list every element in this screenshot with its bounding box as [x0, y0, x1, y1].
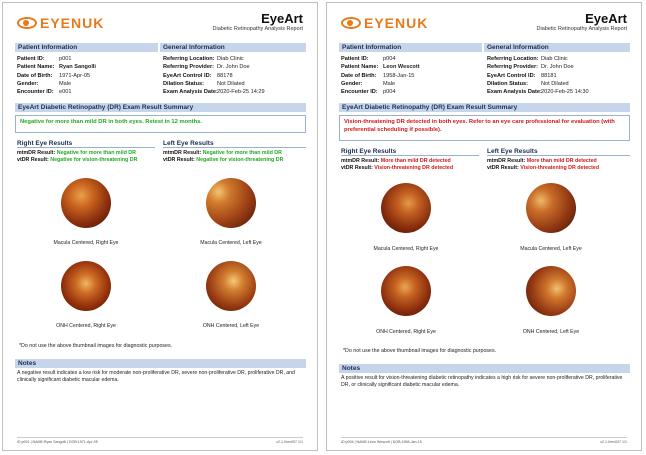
image-caption: ONH Centered, Left Eye: [522, 329, 580, 335]
field-label: EyeArt Control ID:: [163, 72, 212, 79]
field-label: EyeArt Control ID:: [487, 72, 536, 79]
notes-text: A negative result indicates a low risk for moderate non-proliferative DR, severe non-proliferative DR, proliferative DR, and clinically significant diabetic macular edema.: [17, 370, 295, 383]
field-label: Date of Birth:: [17, 72, 53, 79]
general-info-list: [487, 55, 589, 96]
summary-heading: EyeArt Diabetic Retinopathy (DR) Exam Result Summary: [339, 103, 630, 112]
referring-location: Diab Clinic: [541, 56, 568, 62]
footer-version-page: v2.1.0rev007 1/1: [276, 440, 303, 444]
image-caption: Macula Centered, Left Eye: [520, 246, 582, 252]
field-label: Exam Analysis Date:: [487, 89, 542, 96]
eyenuk-logo: [17, 15, 104, 31]
report-title: Diabetic Retinopathy Analysis Report: [212, 26, 303, 32]
footer-version-page: v2.1.0rev007 1/1: [600, 440, 627, 444]
field-label: Encounter ID:: [341, 89, 378, 96]
field-label: Gender:: [341, 80, 363, 87]
eye-icon: [17, 17, 37, 29]
patient-info-list: [341, 55, 420, 96]
referring-provider: Dr. John Doe: [541, 64, 574, 71]
report-page-1: [2, 2, 318, 451]
footer-patient-info: ID:p004 | NAME:Leon Wescott | DOB:1958-Jan-15: [341, 440, 422, 444]
left-eye-heading: Left Eye Results: [163, 140, 306, 148]
fundus-image-onh-right: [381, 266, 431, 316]
patient-info-list: [17, 55, 96, 96]
image-caption: Macula Centered, Right Eye: [53, 240, 119, 246]
result-label: vtDR Result:: [487, 165, 519, 171]
patient-id: p004: [383, 56, 396, 62]
product-name: EyeArt: [261, 11, 303, 26]
left-eye-results: [487, 158, 599, 172]
image-caption: ONH Centered, Right Eye: [376, 329, 436, 335]
patient-name: Leon Wescott: [383, 64, 420, 71]
page-footer: [341, 437, 627, 444]
date-of-birth: 1971-Apr-05: [59, 72, 91, 79]
fundus-image-macula-left: [206, 178, 256, 228]
result-label: mtmDR Result:: [487, 158, 526, 164]
field-label: Exam Analysis Date:: [163, 89, 218, 96]
control-id: 88178: [217, 72, 233, 79]
mtmdr-result: More than mild DR detected: [526, 158, 597, 164]
fundus-image-macula-right: [61, 178, 111, 228]
dilation-status: Not Dilated: [541, 80, 569, 87]
report-header: [213, 11, 304, 33]
report-page-2: [326, 2, 642, 451]
fundus-image-macula-left: [526, 183, 576, 233]
right-eye-heading: Right Eye Results: [341, 148, 479, 156]
left-eye-results: [163, 150, 283, 164]
product-name: EyeArt: [585, 11, 627, 26]
field-label: Patient ID:: [17, 56, 45, 62]
eyenuk-logo: [341, 15, 428, 31]
control-id: 88181: [541, 72, 557, 79]
field-label: Referring Location:: [487, 56, 539, 62]
exam-date: 2020-Feb-25 14:29: [217, 89, 265, 96]
field-label: Patient Name:: [341, 64, 379, 71]
encounter-id: e001: [59, 89, 72, 96]
report-header: [537, 11, 628, 33]
date-of-birth: 1958-Jan-15: [383, 72, 415, 79]
general-info-heading: General Information: [160, 43, 306, 52]
summary-result: Vision-threatening DR detected in both eyes. Refer to an eye care professional for evaluation (with preferential scheduling if possible).: [339, 115, 630, 141]
vtdr-result: Negative for vision-threatening DR: [196, 157, 284, 163]
footer-patient-info: ID:p001 | NAME:Ryan Sangolli | DOB:1971-Apr-05: [17, 440, 98, 444]
fundus-image-macula-right: [381, 183, 431, 233]
result-label: mtmDR Result:: [163, 150, 202, 156]
eye-icon: [341, 17, 361, 29]
gender: Male: [383, 80, 396, 87]
general-info-heading: General Information: [484, 43, 630, 52]
logo-text: EYENUK: [364, 15, 429, 31]
mtmdr-result: Negative for more than mild DR: [56, 150, 136, 156]
notes-heading: Notes: [339, 364, 630, 373]
patient-info-heading: Patient Information: [339, 43, 482, 52]
right-eye-results: [341, 158, 453, 172]
exam-date: 2020-Feb-25 14:30: [541, 89, 589, 96]
image-caption: ONH Centered, Left Eye: [202, 323, 260, 329]
encounter-id: p004: [383, 89, 396, 96]
image-disclaimer: *Do not use the above thumbnail images for diagnostic purposes.: [19, 343, 173, 349]
field-label: Referring Provider:: [487, 64, 538, 71]
referring-provider: Dr. John Doe: [217, 64, 250, 71]
field-label: Dilation Status:: [163, 80, 205, 87]
left-eye-heading: Left Eye Results: [487, 148, 630, 156]
right-eye-heading: Right Eye Results: [17, 140, 155, 148]
image-caption: Macula Centered, Right Eye: [373, 246, 439, 252]
fundus-image-onh-right: [61, 261, 111, 311]
report-title: Diabetic Retinopathy Analysis Report: [536, 26, 627, 32]
field-label: Date of Birth:: [341, 72, 377, 79]
patient-id: p001: [59, 56, 72, 62]
field-label: Gender:: [17, 80, 39, 87]
field-label: Patient Name:: [17, 64, 55, 71]
mtmdr-result: More than mild DR detected: [380, 158, 451, 164]
result-label: mtmDR Result:: [17, 150, 56, 156]
image-disclaimer: *Do not use the above thumbnail images for diagnostic purposes.: [343, 348, 497, 354]
fundus-image-onh-left: [206, 261, 256, 311]
right-eye-results: [17, 150, 137, 164]
result-label: mtmDR Result:: [341, 158, 380, 164]
field-label: Referring Location:: [163, 56, 215, 62]
field-label: Dilation Status:: [487, 80, 529, 87]
result-label: vtDR Result:: [163, 157, 195, 163]
notes-heading: Notes: [15, 359, 306, 368]
patient-name: Ryan Sangolli: [59, 64, 96, 71]
result-label: vtDR Result:: [341, 165, 373, 171]
page-footer: [17, 437, 303, 444]
summary-result: Negative for more than mild DR in both eyes. Retest in 12 months.: [15, 115, 306, 133]
image-caption: ONH Centered, Right Eye: [56, 323, 116, 329]
general-info-list: [163, 55, 265, 96]
dilation-status: Not Dilated: [217, 80, 245, 87]
logo-text: EYENUK: [40, 15, 105, 31]
image-caption: Macula Centered, Left Eye: [200, 240, 262, 246]
field-label: Referring Provider:: [163, 64, 214, 71]
mtmdr-result: Negative for more than mild DR: [202, 150, 282, 156]
vtdr-result: Negative for vision-threatening DR: [50, 157, 138, 163]
patient-info-heading: Patient Information: [15, 43, 158, 52]
vtdr-result: Vision-threatening DR detected: [374, 165, 454, 171]
field-label: Encounter ID:: [17, 89, 54, 96]
field-label: Patient ID:: [341, 56, 369, 62]
result-label: vtDR Result:: [17, 157, 49, 163]
notes-text: A positive result for vision-threatening diabetic retinopathy indicates a high risk for severe non-proliferative DR, proliferative DR, or clinically significant diabetic macular edema.: [341, 375, 623, 388]
fundus-image-onh-left: [526, 266, 576, 316]
gender: Male: [59, 80, 72, 87]
summary-heading: EyeArt Diabetic Retinopathy (DR) Exam Result Summary: [15, 103, 306, 112]
referring-location: Diab Clinic: [217, 56, 244, 62]
vtdr-result: Vision-threatening DR detected: [520, 165, 600, 171]
